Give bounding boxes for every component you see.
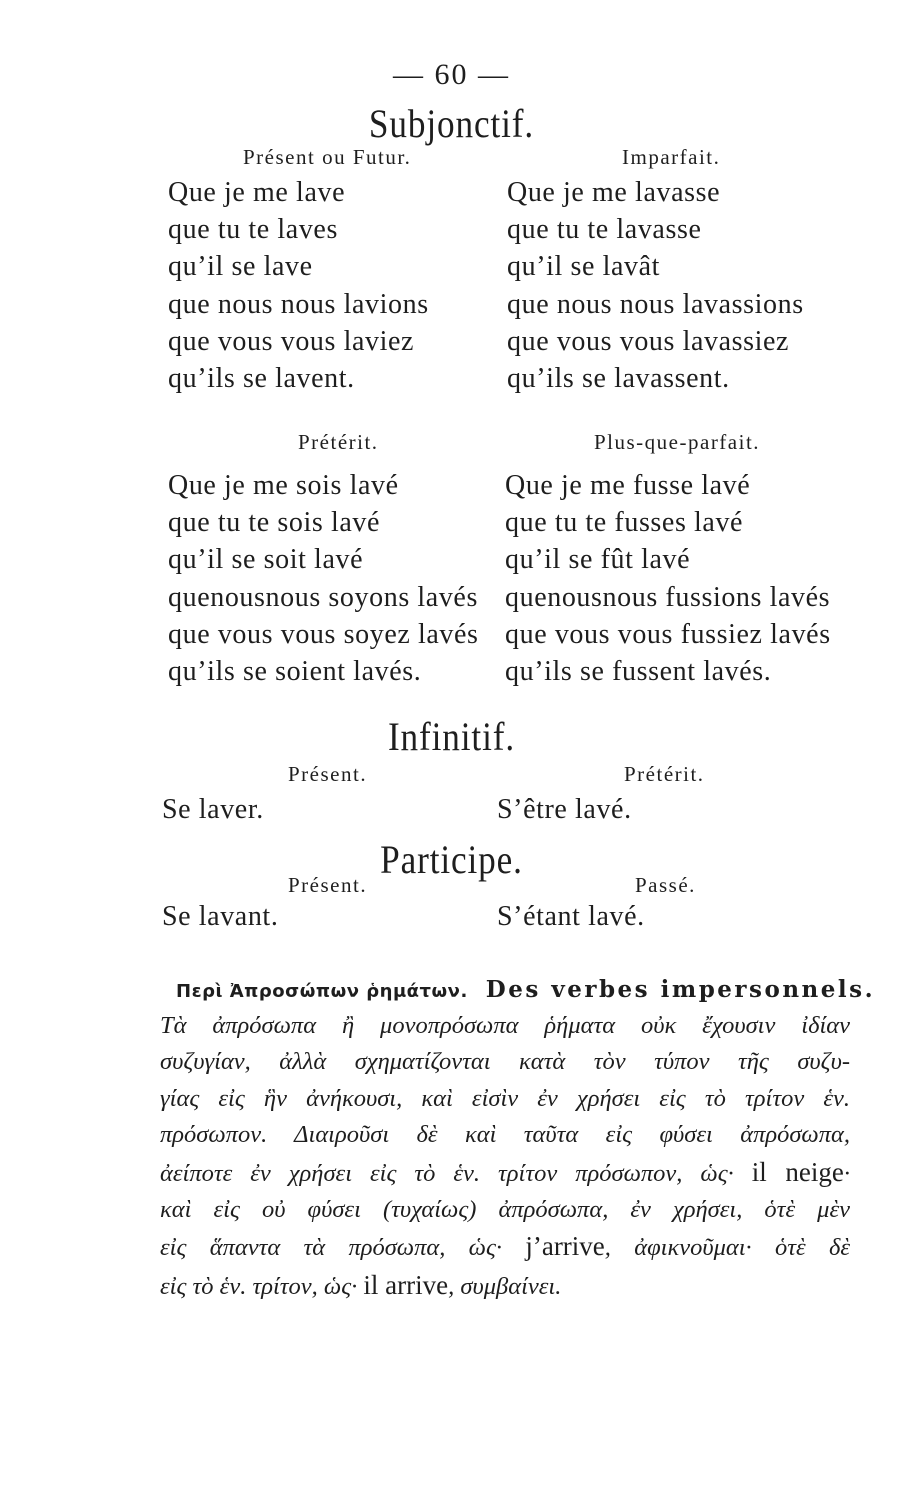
- conjugation-line: qu’ils se lavassent.: [507, 363, 730, 395]
- greek-heading: Περὶ Ἀπροσώπων ῥημάτων.: [176, 981, 468, 1002]
- conjugation-line: que tu te sois lavé: [168, 507, 381, 539]
- present-futur-heading: Présent ou Futur.: [243, 145, 412, 169]
- infinitif-present-heading: Présent.: [288, 762, 368, 786]
- conjugation-line: que tu te lavasse: [507, 214, 702, 246]
- conjugation-line: que vous vous soyez lavés: [168, 618, 479, 650]
- french-example: j’arrive: [525, 1231, 605, 1262]
- conjugation-line: qu’ils se fussent lavés.: [505, 656, 772, 688]
- conjugation-line: que nous nous lavions: [168, 288, 429, 320]
- participe-present-heading: Présent.: [288, 873, 368, 897]
- conjugation-line: qu’ils se lavent.: [168, 363, 355, 395]
- french-example: il arrive: [363, 1269, 449, 1300]
- paragraph-line: [160, 1192, 850, 1228]
- conjugation-line: que vous vous laviez: [168, 325, 415, 357]
- greek-text: εἰς τὸ ἑν. τρίτον, ὡς·: [160, 1272, 364, 1300]
- infinitif-preterit-heading: Prétérit.: [624, 762, 705, 786]
- paragraph-line: [160, 1117, 850, 1153]
- subjonctif-title: Subjonctif.: [368, 101, 535, 146]
- conjugation-line: que vous vous fussiez lavés: [505, 618, 831, 650]
- paragraph-line: [160, 1008, 850, 1044]
- participe-passe-heading: Passé.: [635, 873, 696, 897]
- imparfait-heading: Imparfait.: [622, 145, 721, 169]
- greek-text: Τὰ ἀπρόσωπα ἢ μονοπρόσωπα ῥήματα οὐκ ἔχουσιν ἰδίαν: [160, 1012, 850, 1039]
- conjugation-line: que vous vous lavassiez: [507, 325, 790, 357]
- infinitif-preterit-value: S’être lavé.: [497, 794, 632, 825]
- greek-text: συζυγίαν, ἀλλὰ σχηματίζονται κατὰ τὸν τύπον τῆς συζυ-: [160, 1048, 850, 1076]
- participe-passe-value: S’étant lavé.: [497, 901, 645, 932]
- preterit-conjugation: [168, 467, 479, 690]
- paragraph-line: [160, 1228, 850, 1266]
- greek-text: , ἀφικνοῦμαι· ὁτὲ δὲ: [604, 1234, 850, 1262]
- conjugation-line: Que je me sois lavé: [168, 470, 399, 501]
- greek-text: εἰς ἅπαντα τὰ πρόσωπα, ὡς·: [160, 1234, 526, 1262]
- conjugation-line: quenousnous fussions lavés: [505, 581, 831, 613]
- plus-que-parfait-heading: Plus-que-parfait.: [594, 430, 761, 454]
- conjugation-line: que tu te fusses lavé: [505, 507, 744, 539]
- greek-text: γίας εἰς ἣν ἀνήκουσι, καὶ εἰσὶν ἐν χρήσει εἰς τὸ τρίτον ἑν.: [160, 1084, 850, 1112]
- conjugation-line: Que je me fusse lavé: [505, 470, 751, 501]
- imparfait-conjugation: [507, 174, 804, 397]
- conjugation-line: que nous nous lavassions: [507, 288, 804, 320]
- greek-text: ἀείποτε ἐν χρήσει εἰς τὸ ἑν. τρίτον πρόσωπον, ὡς·: [160, 1159, 752, 1187]
- conjugation-line: qu’il se soit lavé: [168, 544, 364, 576]
- greek-text: πρόσωπον. Διαιροῦσι δὲ καὶ ταῦτα εἰς φύσει ἀπρόσωπα,: [160, 1121, 850, 1149]
- conjugation-line: Que je me lave: [168, 177, 346, 208]
- conjugation-line: qu’il se lave: [168, 251, 313, 283]
- present-conjugation: [168, 174, 429, 397]
- page-number: — 60 —: [393, 58, 510, 91]
- paragraph-line: [160, 1267, 850, 1305]
- conjugation-line: qu’il se lavât: [507, 251, 661, 283]
- conjugation-line: qu’il se fût lavé: [505, 544, 691, 576]
- paragraph-line: [160, 1081, 850, 1117]
- french-heading: Des verbes impersonnels.: [485, 976, 876, 1003]
- participe-present-value: Se lavant.: [162, 901, 279, 932]
- greek-text: ·: [843, 1159, 850, 1187]
- plus-que-parfait-conjugation: [505, 467, 831, 690]
- participe-title: Participe.: [380, 837, 523, 882]
- conjugation-line: qu’ils se soient lavés.: [168, 656, 422, 688]
- paragraph-line: [160, 1044, 850, 1080]
- preterit-heading: Prétérit.: [298, 430, 379, 454]
- paragraph-line: [160, 1154, 850, 1192]
- french-example: il neige: [751, 1156, 844, 1187]
- greek-text: καὶ εἰς οὐ φύσει (τυχαίως) ἀπρόσωπα, ἐν χρήσει, ὁτὲ μὲν: [160, 1196, 850, 1224]
- greek-text: , συμβαίνει.: [448, 1272, 562, 1300]
- conjugation-line: Que je me lavasse: [507, 177, 721, 208]
- infinitif-title: Infinitif.: [387, 714, 516, 759]
- infinitif-present-value: Se laver.: [162, 794, 264, 825]
- impersonnels-heading: [176, 976, 875, 1003]
- conjugation-line: quenousnous soyons lavés: [168, 581, 478, 613]
- impersonnels-paragraph: [160, 1008, 850, 1305]
- conjugation-line: que tu te laves: [168, 214, 338, 246]
